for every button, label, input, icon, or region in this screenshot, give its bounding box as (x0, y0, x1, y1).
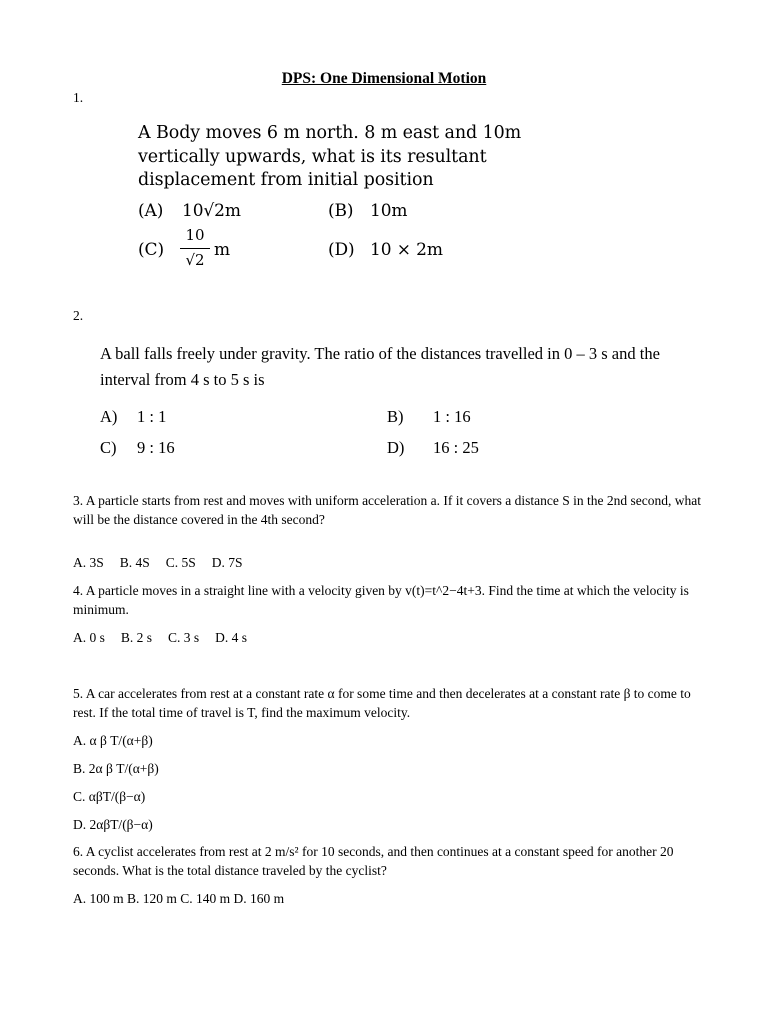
q5-option-b: B. 2α β T/(α+β) (73, 761, 159, 776)
q2-option-d-label: D) (387, 438, 405, 457)
question-1-number: 1. (73, 90, 84, 105)
q1-option-c-denominator: √2 (180, 248, 210, 272)
question-2-number: 2. (73, 308, 84, 323)
q4-option-a: A. 0 s (73, 630, 105, 645)
question-1-line: A Body moves 6 m north. 8 m east and 10m (138, 123, 522, 143)
q1-option-c-unit: m (214, 240, 231, 260)
q2-option-a-value: 1 : 1 (137, 407, 167, 426)
q1-option-d-label: (D) (328, 240, 355, 260)
q5-option-c: C. αβT/(β−α) (73, 789, 146, 804)
q1-option-a-label: (A) (138, 201, 164, 221)
question-5-text: 5. A car accelerates from rest at a constant rate α for some time and then decelerates at a constant rate β to come to rest. If the total time of travel is T, find the maximum velocity. (73, 686, 691, 720)
question-4-options (73, 628, 703, 647)
q1-option-c-numerator: 10 (185, 226, 205, 244)
question-2-line: A ball falls freely under gravity. The ratio of the distances travelled in 0 – 3 s and the (100, 344, 660, 363)
q4-option-b: B. 2 s (120, 630, 153, 645)
page-title: DPS: One Dimensional Motion (281, 70, 487, 87)
q2-option-c-label: C) (100, 438, 117, 457)
q4-option-d: D. 4 s (215, 630, 248, 645)
q3-option-a: A. 3S (73, 555, 104, 570)
q1-option-b-label: (B) (328, 201, 354, 221)
q1-option-d-value: 10 × 2m (370, 240, 443, 260)
q5-option-d: D. 2αβT/(β−α) (73, 817, 153, 832)
question-2-line: interval from 4 s to 5 s is (100, 370, 265, 389)
q2-option-a-label: A) (100, 407, 118, 426)
q1-option-c-fraction (180, 224, 210, 272)
question-1-line: vertically upwards, what is its resultant (138, 147, 487, 167)
q1-option-c-label: (C) (138, 240, 164, 260)
q5-option-a: A. α β T/(α+β) (73, 733, 153, 748)
question-6-options: A. 100 m B. 120 m C. 140 m D. 160 m (73, 891, 285, 906)
q4-option-c: C. 3 s (168, 630, 200, 645)
question-3-options (73, 553, 703, 572)
q2-option-c-value: 9 : 16 (137, 438, 175, 457)
q2-option-d-value: 16 : 25 (433, 438, 479, 457)
q1-option-a-value: 10√2m (182, 201, 241, 221)
q3-option-c: C. 5S (165, 555, 196, 570)
question-1-line: displacement from initial position (138, 170, 434, 190)
q3-option-b: B. 4S (119, 555, 150, 570)
q2-option-b-value: 1 : 16 (433, 407, 471, 426)
q3-option-d: D. 7S (211, 555, 243, 570)
question-4-text: 4. A particle moves in a straight line with a velocity given by v(t)=t^2−4t+3. Find the time at which the velocity is minimum. (73, 583, 689, 617)
question-6-text: 6. A cyclist accelerates from rest at 2 m/s² for 10 seconds, and then continues at a constant speed for another 20 seconds. What is the total distance traveled by the cyclist? (73, 844, 674, 878)
q2-option-b-label: B) (387, 407, 404, 426)
question-3-text: 3. A particle starts from rest and moves with uniform acceleration a. If it covers a distance S in the 2nd second, what will be the distance covered in the 4th second? (73, 493, 701, 527)
q1-option-b-value: 10m (370, 201, 408, 221)
